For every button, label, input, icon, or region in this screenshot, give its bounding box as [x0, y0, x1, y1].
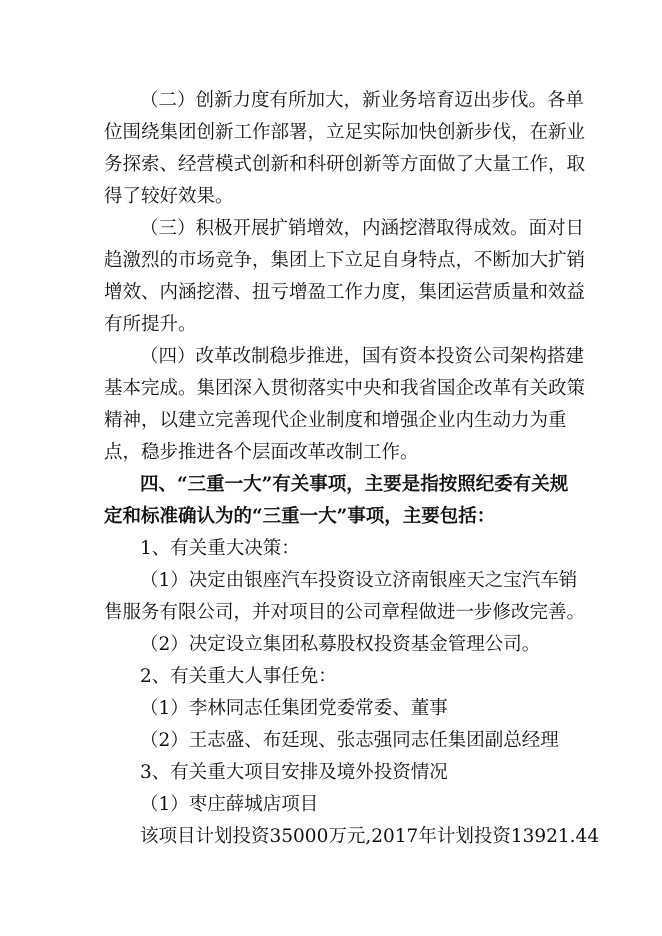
text-line: 趋激烈的市场竞争，集团上下立足自身特点，不断加大扩销 — [104, 250, 586, 271]
list-heading: 2、有关重大人事任免： — [140, 666, 337, 687]
text-line: 增效、内涵挖潜、扭亏增盈工作力度，集团运营质量和效益 — [104, 282, 586, 303]
list-item: （2）王志盛、布廷现、张志强同志任集团副总经理 — [140, 730, 559, 751]
list-item: （1）李林同志任集团党委常委、董事 — [140, 698, 448, 719]
list-item: （2）决定设立集团私募股权投资基金管理公司。 — [140, 634, 541, 655]
text-line: （四）改革改制稳步推进，国有资本投资公司架构搭建 — [140, 346, 585, 367]
text-line: 该项目计划投资35000万元,2017年计划投资13921.44 — [140, 826, 600, 847]
list-item: 售服务有限公司，并对项目的公司章程做进一步修改完善。 — [104, 602, 586, 623]
list-heading: 1、有关重大决策： — [140, 538, 300, 559]
text-line: 得了较好效果。 — [104, 186, 234, 207]
text-line: 务探索、经营模式创新和科研创新等方面做了大量工作，取 — [104, 154, 586, 175]
text-line: 基本完成。集团深入贯彻落实中央和我省国企改革有关政策 — [104, 378, 586, 399]
text-line: （二）创新力度有所加大，新业务培育迈出步伐。各单 — [140, 90, 585, 111]
list-item: （1）枣庄薛城店项目 — [140, 794, 319, 815]
text-line: （三）积极开展扩销增效，内涵挖潜取得成效。面对日 — [140, 218, 585, 239]
list-heading: 3、有关重大项目安排及境外投资情况 — [140, 762, 448, 783]
text-line: 精神，以建立完善现代企业制度和增强企业内生动力为重 — [104, 410, 567, 431]
text-line: 位围绕集团创新工作部署，立足实际加快创新步伐，在新业 — [104, 122, 586, 143]
section-heading: 定和标准确认为的“三重一大”事项，主要包括： — [104, 506, 496, 527]
text-line: 点，稳步推进各个层面改革改制工作。 — [104, 442, 419, 463]
text-line: 有所提升。 — [104, 314, 197, 335]
section-heading: 四、“三重一大”有关事项，主要是指按照纪委有关规 — [140, 474, 569, 495]
list-item: （1）决定由银座汽车投资设立济南银座天之宝汽车销 — [140, 570, 578, 591]
